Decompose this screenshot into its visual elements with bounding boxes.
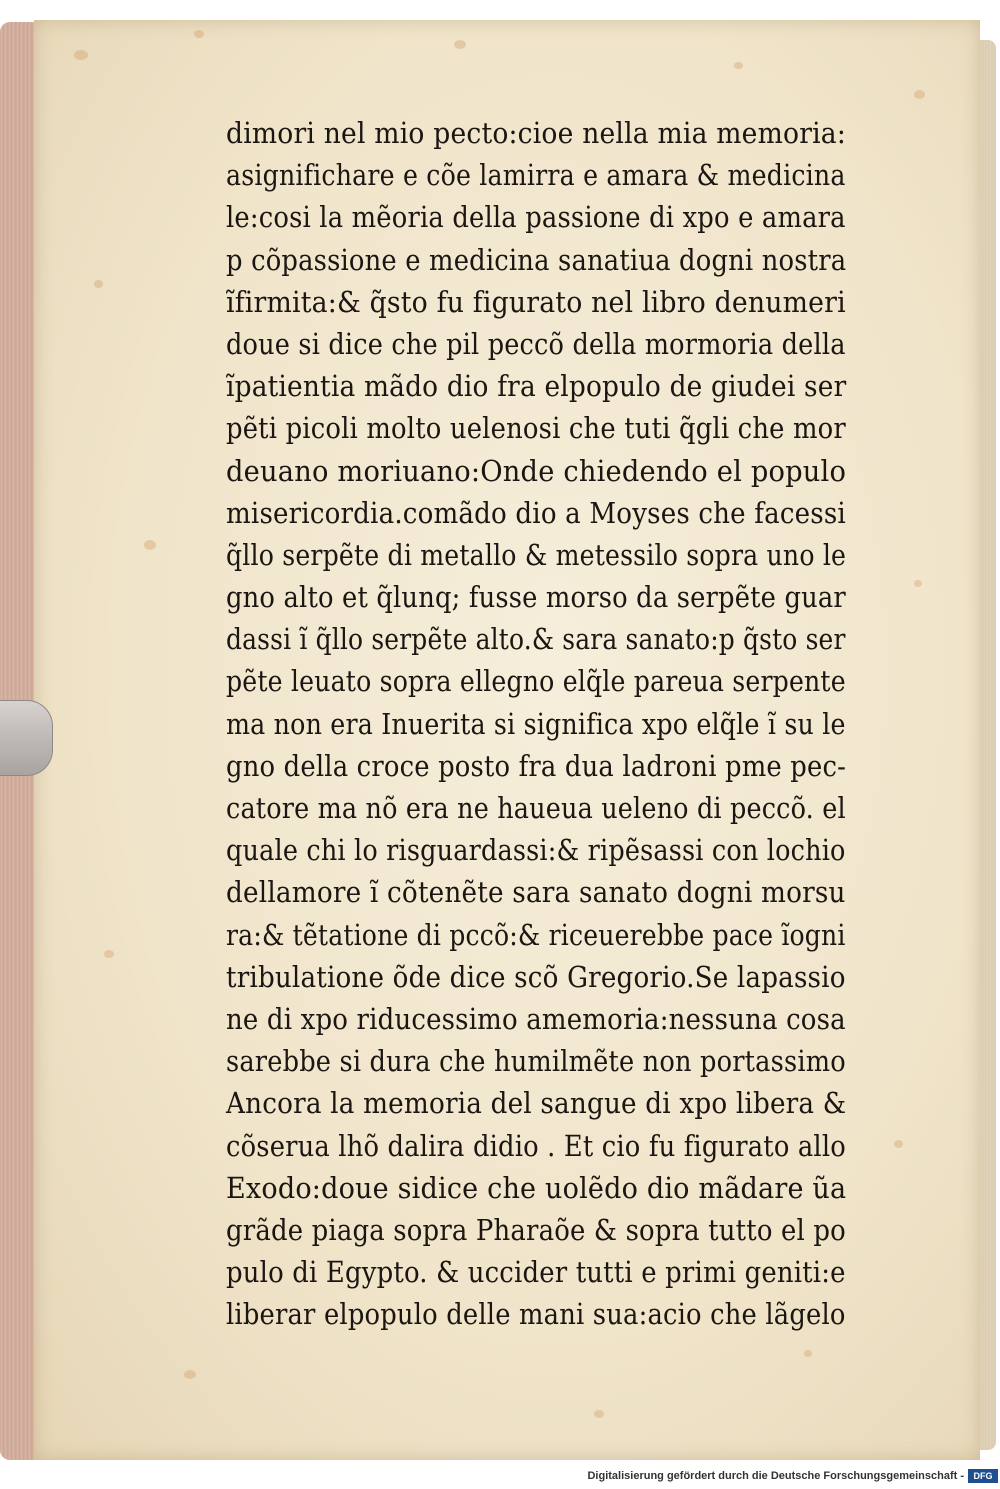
foxing-spot	[894, 1140, 903, 1148]
foxing-spot	[104, 950, 114, 958]
text-line: deuano moriuano:Onde chiedendo el populo	[226, 453, 847, 488]
text-line: pẽte leuato sopra ellegno elq̃le pareua serpente	[226, 664, 846, 699]
text-line: gno alto et q̃lunq; fusse morso da serpẽte guar	[226, 580, 846, 615]
text-line: ne di xpo riducessimo amemoria:nessuna cosa	[226, 1001, 846, 1036]
text-line: dimori nel mio pecto:cioe nella mia memoria:	[226, 116, 846, 150]
foxing-spot	[194, 30, 204, 38]
foxing-spot	[914, 580, 922, 587]
foxing-spot	[594, 1410, 604, 1418]
foxing-spot	[184, 1370, 196, 1379]
text-line: cõserua lhõ dalira didio . Et cio fu figurato allo	[226, 1128, 846, 1163]
printed-text-block	[226, 112, 846, 1335]
foxing-spot	[734, 62, 743, 69]
text-line: le:cosi la mẽoria della passione di xpo e amara	[226, 200, 846, 235]
footer-bar	[0, 1466, 1000, 1489]
foxing-spot	[804, 1350, 812, 1357]
text-line: dassi ĩ q̃llo serpẽte alto.& sara sanato:p q̃sto ser	[226, 622, 846, 657]
foxing-spot	[74, 50, 88, 60]
foxing-spot	[144, 540, 156, 550]
text-line: ĩpatientia mãdo dio fra elpopulo de giudei ser	[226, 369, 847, 404]
dfg-logo-icon: DFG	[968, 1469, 998, 1483]
foxing-spot	[94, 280, 103, 288]
text-line: catore ma nõ era ne haueua ueleno di peccõ. el	[226, 791, 846, 825]
text-line: dellamore ĩ cõtenẽte sara sanato dogni morsu	[226, 875, 846, 910]
foxing-spot	[914, 90, 925, 99]
text-line: pulo di Egypto. & uccider tutti e primi geniti:e	[226, 1255, 846, 1290]
text-line: p cõpassione e medicina sanatiua dogni nostra	[226, 242, 847, 277]
text-line: grãde piaga sopra Pharaõe & sopra tutto el po	[226, 1212, 846, 1247]
text-line: misericordia.comãdo dio a Moyses che facessi	[226, 495, 846, 530]
text-line: asignifichare e cõe lamirra e amara & medicina	[226, 158, 846, 193]
text-line: Ancora la memoria del sangue di xpo libera &	[226, 1086, 847, 1121]
text-line: ra:& tẽtatione di pccõ:& riceuerebbe pace ĩogni	[226, 917, 846, 952]
text-line: gno della croce posto fra dua ladroni pme pec-	[226, 748, 847, 783]
funding-credit: Digitalisierung gefördert durch die Deutsche Forschungsgemeinschaft -	[587, 1470, 964, 1482]
text-line: sarebbe si dura che humilmẽte non portassimo	[226, 1044, 846, 1079]
text-line: ma non era Inuerita si significa xpo elq̃le ĩ su le	[226, 706, 846, 741]
text-line: doue si dice che pil peccõ della mormoria della	[226, 326, 846, 361]
text-line: Exodo:doue sidice che uolẽdo dio mãdare ũa	[226, 1170, 847, 1205]
foxing-spot	[454, 40, 466, 49]
page-right-edge	[980, 40, 996, 1450]
text-line: q̃llo serpẽte di metallo & metessilo sopra uno le	[226, 537, 847, 572]
text-line: pẽti picoli molto uelenosi che tuti q̃gli che mor	[226, 411, 846, 446]
text-line: tribulatione õde dice scõ Gregorio.Se lapassio	[226, 959, 846, 994]
text-line: liberar elpopulo delle mani sua:acio che lãgelo	[226, 1297, 846, 1332]
text-line: ĩfirmita:& q̃sto fu figurato nel libro denumeri	[226, 284, 846, 319]
bookmark-tab	[0, 700, 53, 776]
text-line: quale chi lo risguardassi:& ripẽsassi con lochio	[226, 833, 846, 868]
